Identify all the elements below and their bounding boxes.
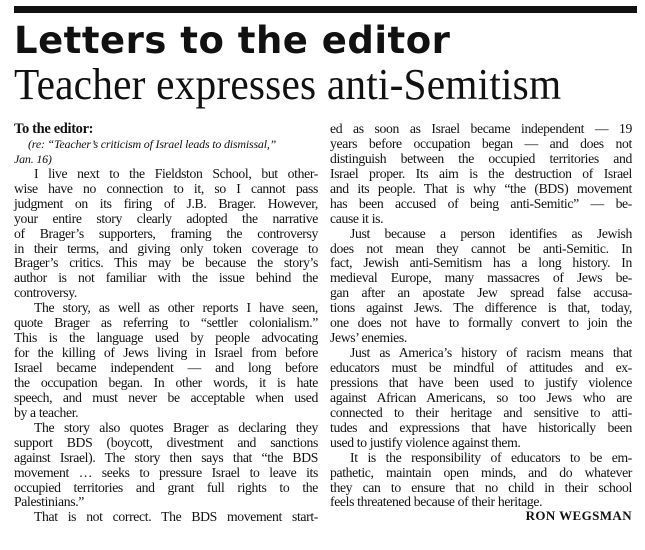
- body-line: pathetic, maintain open minds, and do whatever: [330, 464, 632, 480]
- body-line: author is not familiar with the issue behind the: [14, 270, 318, 286]
- body-line: connected to their heritage and sensitive to atti-: [330, 404, 632, 420]
- reference-line: Jan. 16): [14, 151, 52, 166]
- body-line: used to justify violence against them.: [330, 434, 521, 450]
- reference-line: (re: “Teacher’s criticism of Israel leads to dismissal,”: [28, 136, 277, 151]
- greeting: To the editor:: [14, 121, 94, 137]
- body-line: your entire story clearly adopted the narrative: [14, 210, 318, 226]
- body-line: years before occupation began — and does not: [330, 135, 632, 151]
- body-line: wise have no connection to it, so I cannot pass: [14, 180, 318, 196]
- headline: Teacher expresses anti-Semitism: [14, 60, 562, 109]
- body-line: I live next to the Fieldston School, but other-: [34, 165, 318, 181]
- body-line: support BDS (boycott, divestment and sanctions: [14, 434, 318, 450]
- body-line: The story, as well as other reports I have seen,: [34, 300, 318, 316]
- body-line: The story also quotes Brager as declaring they: [34, 419, 318, 435]
- body-line: tudes and expressions that have historically been: [330, 419, 632, 435]
- body-line: quote Brager as referring to “settler colonialism.”: [14, 315, 318, 331]
- body-line: and its people. That is why “the (BDS) movement: [330, 180, 632, 196]
- body-line: in their terms, and giving only token coverage to: [14, 240, 318, 256]
- body-line: for the killing of Jews living in Israel from before: [14, 345, 318, 361]
- signature: RON WEGSMAN: [525, 508, 632, 524]
- body-line: ed as soon as Israel became independent — 19: [330, 121, 632, 136]
- body-line: fact, Jewish anti-Semitism has a long history. In: [330, 255, 632, 271]
- body-line: one does not have to formally convert to join the: [330, 315, 632, 331]
- body-line: educators must be mindful of attitudes and ex-: [330, 360, 632, 375]
- body-line: Israel became independent — and long before: [14, 360, 318, 375]
- body-line: That is not correct. The BDS movement start-: [34, 509, 318, 525]
- body-line: distinguish between the occupied territories and: [330, 150, 632, 166]
- body-line: Brager’s critics. This may be because the story’s: [14, 255, 318, 271]
- body-line: controversy.: [14, 285, 77, 301]
- top-rule: [14, 6, 637, 13]
- body-line: of Brager’s supporters, framing the controversy: [14, 225, 318, 241]
- body-line: This is the language used by people advocating: [14, 330, 318, 346]
- body-line: against Israel). The story then says that “the BDS: [14, 449, 318, 465]
- body-line: movement … seeks to pressure Israel to leave its: [14, 464, 318, 480]
- body-line: against African Americans, so too Jews who are: [330, 389, 632, 405]
- body-line: does not mean they cannot be anti-Semitic. In: [330, 240, 632, 256]
- body-line: medieval Europe, many massacres of Jews be-: [330, 270, 632, 286]
- body-line: gan after an apostate Jew spread false accusa-: [330, 285, 632, 301]
- body-line: Jews’ enemies.: [330, 330, 407, 346]
- body-line: Israel proper. Its aim is the destruction of Israel: [330, 165, 632, 181]
- body-line: cause it is.: [330, 210, 384, 226]
- body-line: by a teacher.: [14, 404, 79, 420]
- body-line: Just as America’s history of racism means that: [350, 345, 632, 361]
- body-line: Palestinians.”: [14, 494, 84, 510]
- body-line: Just because a person identifies as Jewish: [350, 225, 632, 241]
- body-line: judgment on its firing of J.B. Brager. However,: [14, 195, 318, 211]
- body-line: tions against Jews. The difference is that, today,: [330, 300, 632, 316]
- body-line: speech, and must never be acceptable when used: [14, 389, 318, 405]
- section-label: Letters to the editor: [14, 19, 451, 62]
- body-line: has been accused of being anti-Semitic” — be-: [330, 195, 632, 211]
- right-column: [330, 122, 632, 524]
- body-line: occupied territories and grant full rights to the: [14, 479, 318, 495]
- body-line: they can to ensure that no child in their school: [330, 479, 632, 495]
- left-column: [14, 122, 318, 525]
- body-line: the occupation began. In other words, it is hate: [14, 374, 318, 390]
- body-line: It is the responsibility of educators to be em-: [350, 449, 632, 465]
- body-line: feels threatened because of their heritage.: [330, 494, 543, 510]
- body-line: pressions that have been used to justify violence: [330, 374, 632, 390]
